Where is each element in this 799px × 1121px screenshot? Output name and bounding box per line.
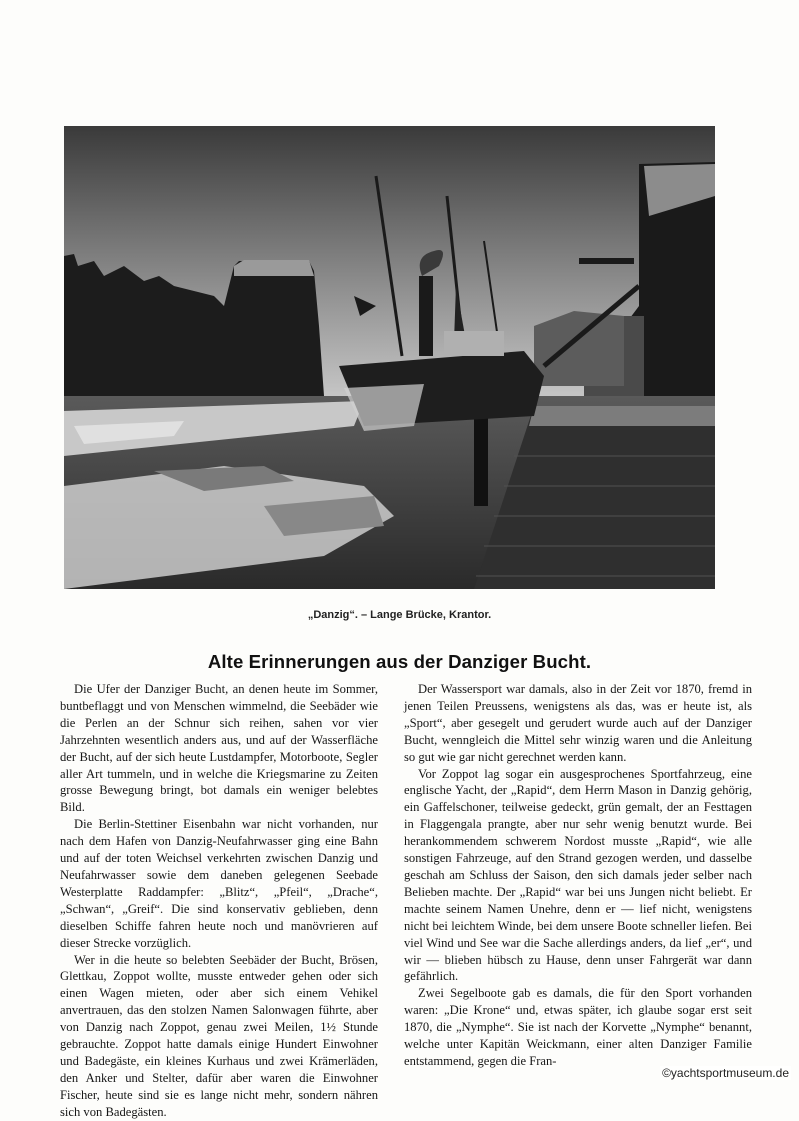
article-title: Alte Erinnerungen aus der Danziger Bucht. bbox=[207, 651, 592, 672]
paragraph: Die Ufer der Danziger Bucht, an denen heute im Sommer, buntbeflaggt und von Menschen wimmelnd, die Seebäder wie die Perlen an der Schnur sich reihen, sahen vor vier Jahrzehnten wesentlich anders aus, und auf der Wasserfläche der Bucht, auf der sich heute Lustdampfer, Motorboote, Segler aller Art tummeln, und in welche die Kriegsmarine zu Zeiten grosse Bewegung bringt, bot damals ein weniger belebtes Bild. bbox=[60, 682, 378, 815]
paragraph: Zwei Segelboote gab es damals, die für den Sport vorhanden waren: „Die Krone“ und, etwas später, ich glaube sogar erst seit 1870, die „Nymphe“. Sie ist nach der Korvette „Nymphe“ benannt, welche unter Kapitän Weickmann, einer alten Danziger Familie entstammend, gegen die Fran- bbox=[404, 986, 752, 1068]
paragraph: Vor Zoppot lag sogar ein ausgesprochenes Sportfahrzeug, eine englische Yacht, der „Rapid“, dem Herrn Mason in Danzig gehörig, ein Gaffelschoner, teilweise gedeckt, grün gemalt, der an Festtagen in Flaggengala prangte, aber nur sehr wenig benutzt wurde. Bei herankommendem schwerem Nordost musste „Rapid“, wie alle sonstigen Fahrzeuge, auf den Strand gezogen werden, und dasselbe geschah am Schluss der Saison, den sich damals jeder selber nach Belieben machte. Der „Rapid“ war bei uns Jungen nicht beliebt. Er machte seinem Namen Unehre, denn er — lief nicht, wenigstens nicht bei leichtem Winde, bei dem unsere Boote schneller liefen. Bei viel Wind und See war die Sache allerdings anders, da lief „er“, und wir — blieben hübsch zu Hause, denn unser Fahrgerät war dann gefährlich. bbox=[404, 766, 752, 984]
paragraph: Wer in die heute so belebten Seebäder der Bucht, Brösen, Glettkau, Zoppot wollte, musste entweder gehen oder sich einen Wagen mieten, oder aber sich einem Vehikel anvertrauen, das den stolzen Namen Salonwagen führte, aber von Danzig nach Zoppot, genau zwei Meilen, 1½ Stunde gebrauchte. Zoppot hatte damals einige Hundert Einwohner und Badegäste, ein kleines Kurhaus und zwei Krämerläden, den Anker und Stelter, dafür aber waren die Einwohner Fischer, heute sind sie es lange nicht mehr, sondern nähren sich von Badegästen. bbox=[60, 952, 378, 1119]
photo-caption: „Danzig“. – Lange Brücke, Krantor. bbox=[307, 609, 492, 621]
article-right-column bbox=[404, 681, 752, 1070]
harbor-photograph bbox=[64, 126, 715, 589]
paragraph: Die Berlin-Stettiner Eisenbahn war nicht vorhanden, nur nach dem Hafen von Danzig-Neufahrwasser ging eine Bahn und auf der toten Weichsel verkehrten zwischen Danzig und Neufahrwasser sowie dem daneben gelegenen Seebade Westerplatte Raddampfer: „Blitz“, „Pfeil“, „Drache“, „Schwan“, „Greif“. Die sind konservativ geblieben, denn dieselben Schiffe fahren heute noch und manövrieren auf dieser Strecke vorzüglich. bbox=[60, 817, 378, 950]
paragraph: Der Wassersport war damals, also in der Zeit vor 1870, fremd in jenen Teilen Preussens, wenigstens als das, was er heute ist, als „Sport“, aber gesegelt und gerudert wurde auch auf der Danziger Bucht, wenngleich die Mittel sehr winzig waren und die Anleitung so gut wie gar nicht gerechnet werden kann. bbox=[404, 682, 752, 764]
copyright-watermark: ©yachtsportmuseum.de bbox=[662, 1066, 789, 1080]
article-left-column bbox=[60, 681, 378, 1121]
